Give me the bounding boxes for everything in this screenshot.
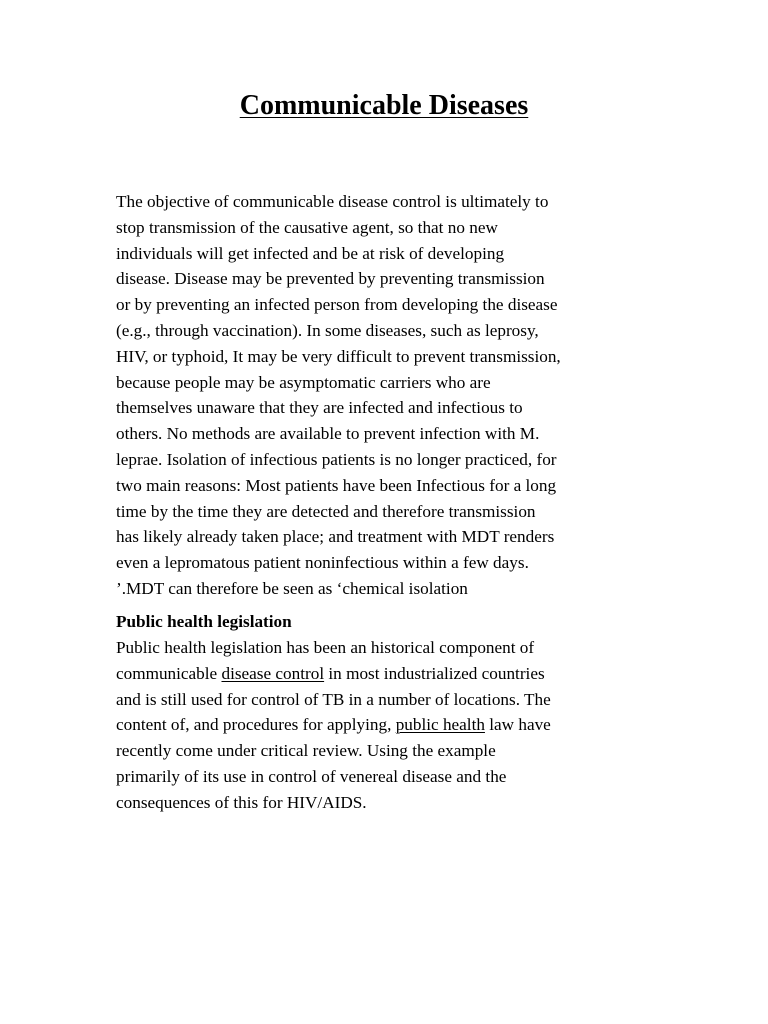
paragraph-line: primarily of its use in control of venereal disease and the	[116, 766, 507, 786]
paragraph-line: Public health legislation has been an historical component of	[116, 638, 535, 657]
paragraph-line: even a lepromatous patient noninfectious within a few days.	[116, 553, 529, 573]
paragraph-line: disease. Disease may be prevented by preventing transmission	[116, 269, 545, 289]
paragraph-line: two main reasons: Most patients have been Infectious for a long	[116, 475, 557, 495]
public-health-link[interactable]: public health	[395, 715, 485, 735]
paragraph-line: others. No methods are available to prevent infection with M.	[116, 424, 540, 444]
paragraph-line: individuals will get infected and be at risk of developing	[116, 243, 505, 263]
line-text: content of, and procedures for applying,	[116, 715, 396, 735]
paragraph-line	[116, 661, 656, 687]
line-text: in most industrialized countries	[324, 663, 545, 683]
paragraph-line: consequences of this for HIV/AIDS.	[116, 792, 367, 812]
paragraph-line: themselves unaware that they are infected and infectious to	[116, 398, 523, 418]
paragraph-line: stop transmission of the causative agent, so that no new	[116, 217, 498, 237]
intro-paragraph	[116, 189, 656, 602]
paragraph-line: recently come under critical review. Using the example	[116, 741, 496, 761]
paragraph-line: The objective of communicable disease control is ultimately to	[116, 192, 549, 211]
paragraph-line	[116, 712, 656, 738]
line-text: law have	[484, 715, 551, 735]
paragraph-line: or by preventing an infected person from developing the disease	[116, 295, 558, 315]
section-heading: Public health legislation	[116, 612, 292, 631]
paragraph-line: has likely already taken place; and treatment with MDT renders	[116, 527, 555, 547]
paragraph-line: because people may be asymptomatic carriers who are	[116, 372, 491, 392]
paragraph-line: HIV, or typhoid, It may be very difficult to prevent transmission,	[116, 346, 561, 366]
paragraph-line: time by the time they are detected and therefore transmission	[116, 501, 536, 521]
paragraph-line: ’.MDT can therefore be seen as ‘chemical isolation	[116, 578, 468, 598]
paragraph-line: and is still used for control of TB in a number of locations. The	[116, 689, 551, 709]
paragraph-line: (e.g., through vaccination). In some diseases, such as leprosy,	[116, 320, 539, 340]
disease-control-link[interactable]: disease control	[221, 663, 325, 683]
line-text: communicable	[116, 663, 222, 683]
document-title-text: Communicable Diseases	[239, 90, 529, 121]
paragraph-line: leprae. Isolation of infectious patients is no longer practiced, for	[116, 449, 557, 469]
legislation-paragraph	[116, 635, 656, 816]
document-title	[0, 86, 768, 126]
